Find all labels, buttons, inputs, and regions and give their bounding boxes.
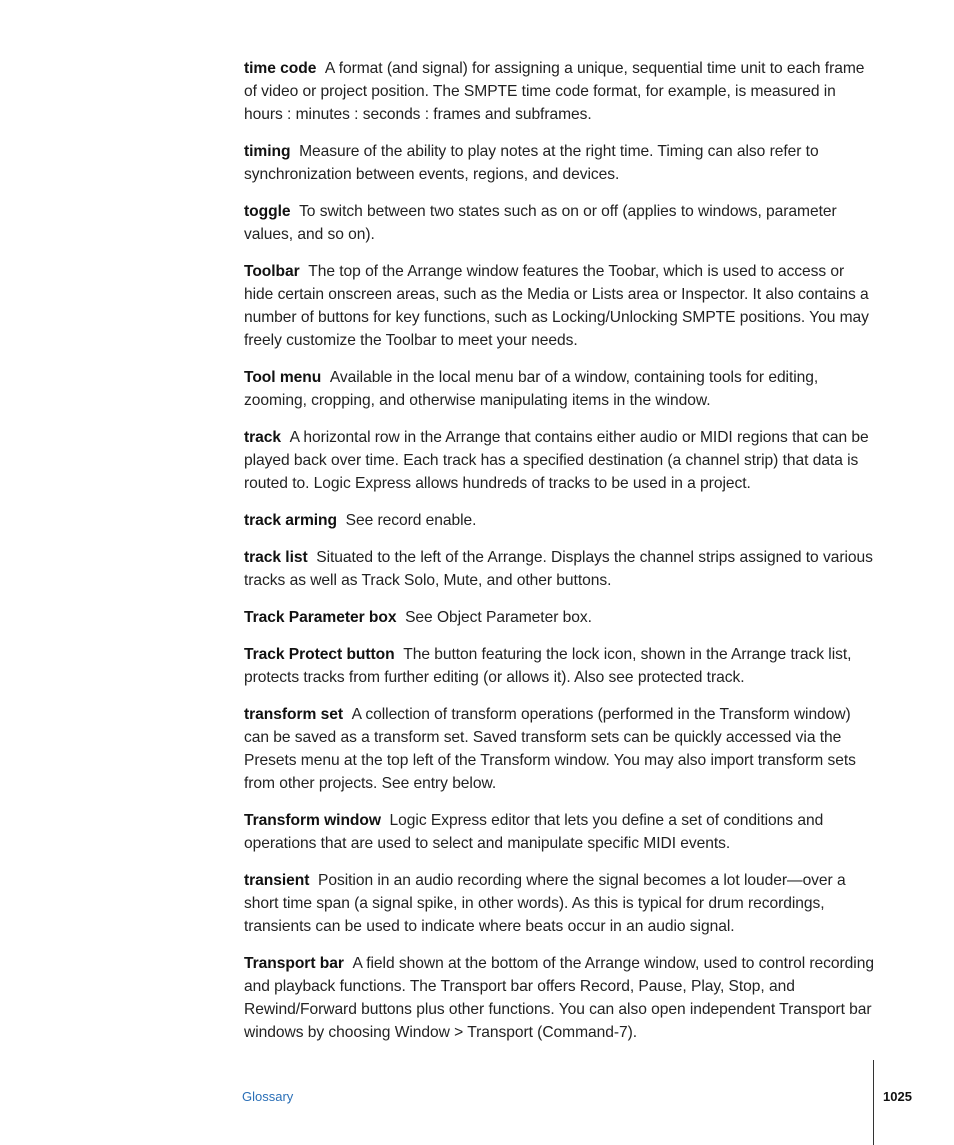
glossary-definition: See record enable. bbox=[345, 512, 477, 529]
glossary-entry bbox=[244, 809, 874, 855]
glossary-term: Track Protect button bbox=[244, 646, 395, 663]
glossary-definition: Logic Express editor that lets you define a set of conditions and operations that are used to select and manipulate specific MIDI events. bbox=[244, 812, 824, 852]
glossary-definition: A field shown at the bottom of the Arrange window, used to control recording and playback functions. The Transport bar offers Record, Pause, Play, Stop, and Rewind/Forward buttons plus other functions. You can also open independent Transport bar windows by choosing Window > Transport (Command-7). bbox=[244, 955, 874, 1041]
glossary-term: toggle bbox=[244, 203, 291, 220]
glossary-definition: A format (and signal) for assigning a unique, sequential time unit to each frame of video or project position. The SMPTE time code format, for example, is measured in hours : minutes : seconds : frames and subframes. bbox=[244, 60, 865, 123]
glossary-term: track arming bbox=[244, 512, 338, 529]
glossary-definition: See Object Parameter box. bbox=[405, 609, 592, 626]
footer-section-label: Glossary bbox=[242, 1089, 294, 1104]
glossary-term: timing bbox=[244, 143, 291, 160]
glossary-definition: Available in the local menu bar of a window, containing tools for editing, zooming, cropping, and otherwise manipulating items in the window. bbox=[244, 369, 819, 409]
glossary-definition: Measure of the ability to play notes at the right time. Timing can also refer to synchronization between events, regions, and devices. bbox=[244, 143, 819, 183]
glossary-term: time code bbox=[244, 60, 317, 77]
glossary-term: Track Parameter box bbox=[244, 609, 397, 626]
page-number: 1025 bbox=[883, 1089, 912, 1104]
glossary-entry bbox=[244, 509, 874, 532]
glossary-term: track bbox=[244, 429, 282, 446]
glossary-term: Tool menu bbox=[244, 369, 322, 386]
glossary-term: transform set bbox=[244, 706, 344, 723]
footer-divider bbox=[873, 1060, 874, 1145]
glossary-entry bbox=[244, 200, 874, 246]
glossary-entry bbox=[244, 260, 874, 352]
glossary-term: Toolbar bbox=[244, 263, 300, 280]
glossary-entry bbox=[244, 643, 874, 689]
glossary-definition: A horizontal row in the Arrange that contains either audio or MIDI regions that can be played back over time. Each track has a specified destination (a channel strip) that data is routed to. Logic Express allows hundreds of tracks to be used in a project. bbox=[244, 429, 869, 492]
glossary-definition: Position in an audio recording where the signal becomes a lot louder—over a short time span (a signal spike, in other words). As this is typical for drum recordings, transients can be used to indicate where beats occur in an audio signal. bbox=[244, 872, 846, 935]
glossary-list bbox=[244, 57, 874, 1058]
glossary-entry bbox=[244, 57, 874, 126]
glossary-entry bbox=[244, 426, 874, 495]
glossary-entry bbox=[244, 703, 874, 795]
glossary-term: Transform window bbox=[244, 812, 381, 829]
glossary-term: transient bbox=[244, 872, 310, 889]
glossary-entry bbox=[244, 952, 874, 1044]
glossary-entry bbox=[244, 606, 874, 629]
glossary-entry bbox=[244, 366, 874, 412]
glossary-definition: A collection of transform operations (performed in the Transform window) can be saved as a transform set. Saved transform sets can be quickly accessed via the Presets menu at the top left of the Transform window. You may also import transform sets from other projects. See entry below. bbox=[244, 706, 856, 792]
glossary-definition: The top of the Arrange window features the Toobar, which is used to access or hide certain onscreen areas, such as the Media or Lists area or Inspector. It also contains a number of buttons for key functions, such as Locking/Unlocking SMPTE positions. You may freely customize the Toolbar to meet your needs. bbox=[244, 263, 869, 349]
glossary-definition: Situated to the left of the Arrange. Displays the channel strips assigned to various tracks as well as Track Solo, Mute, and other buttons. bbox=[244, 549, 873, 589]
glossary-entry bbox=[244, 546, 874, 592]
glossary-definition: To switch between two states such as on or off (applies to windows, parameter values, and so on). bbox=[244, 203, 837, 243]
glossary-term: Transport bar bbox=[244, 955, 344, 972]
glossary-definition: The button featuring the lock icon, shown in the Arrange track list, protects tracks from further editing (or allows it). Also see protected track. bbox=[244, 646, 852, 686]
glossary-entry bbox=[244, 140, 874, 186]
glossary-term: track list bbox=[244, 549, 308, 566]
glossary-entry bbox=[244, 869, 874, 938]
